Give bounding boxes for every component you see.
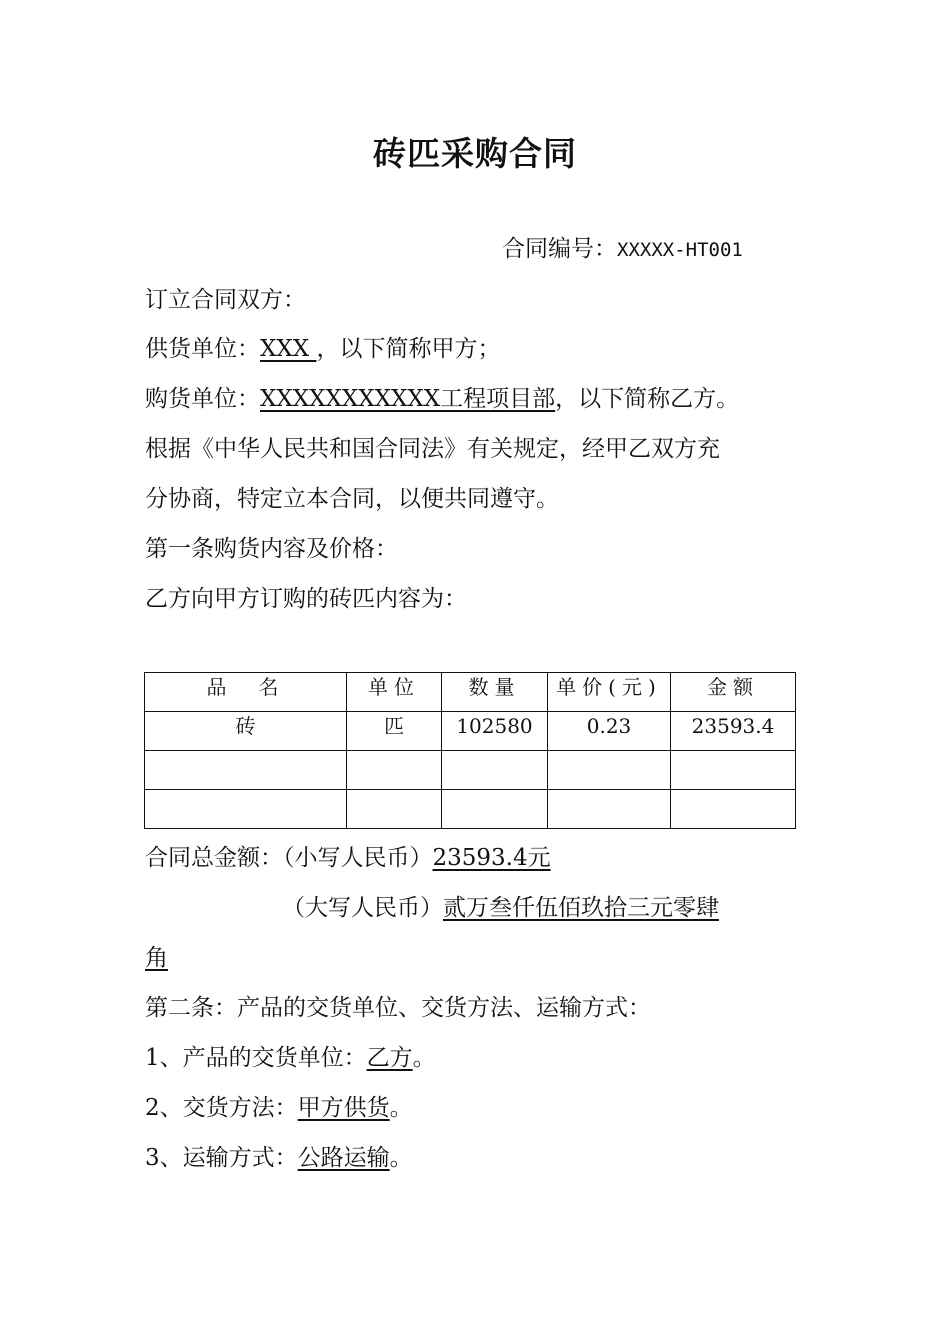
contract-number: [502, 234, 743, 265]
article2-heading: 第二条：产品的交货单位、交货方法、运输方式：: [145, 995, 651, 1021]
item1-suffix: 。: [412, 1045, 436, 1071]
contract-number-label: 合同编号：: [502, 236, 617, 262]
cell-unit-price: [548, 790, 671, 829]
total-small-value: 23593.4元: [432, 845, 551, 871]
item1-label: 1、产品的交货单位：: [145, 1045, 367, 1071]
parties-heading: 订立合同双方：: [145, 287, 306, 313]
item3-suffix: 。: [389, 1145, 413, 1171]
table-row: [145, 751, 796, 790]
table-header-row: [145, 673, 796, 712]
cell-quantity: [442, 790, 548, 829]
contract-number-value: XXXXX-HT001: [617, 239, 743, 261]
cell-quantity: 102580: [442, 712, 548, 751]
cell-unit: [347, 790, 442, 829]
article1-subheading: 乙方向甲方订购的砖匹内容为：: [145, 586, 467, 612]
cell-unit: 匹: [347, 712, 442, 751]
document-title: 砖匹采购合同: [373, 134, 577, 173]
header-unit-price: 单价(元): [548, 673, 671, 712]
total-big-line: [282, 893, 719, 923]
article2-item-2: [145, 1093, 413, 1123]
total-small-line: [145, 843, 551, 873]
buyer-line: [145, 384, 739, 414]
cell-amount: [671, 790, 796, 829]
cell-quantity: [442, 751, 548, 790]
item2-label: 2、交货方法：: [145, 1095, 298, 1121]
article2-item-1: [145, 1043, 436, 1073]
goods-table: [144, 672, 796, 829]
cell-unit: [347, 751, 442, 790]
cell-amount: [671, 751, 796, 790]
item2-value: 甲方供货: [297, 1095, 390, 1121]
supplier-value: XXX: [260, 336, 317, 362]
cell-product-name: 砖: [145, 712, 347, 751]
cell-product-name: [145, 790, 347, 829]
header-unit: 单位: [347, 673, 442, 712]
header-amount: 金额: [671, 673, 796, 712]
cell-unit-price: [548, 751, 671, 790]
supplier-line: [145, 334, 500, 364]
total-big-label: （大写人民币）: [282, 895, 443, 921]
article1-heading: 第一条购货内容及价格：: [145, 536, 398, 562]
item1-value: 乙方: [366, 1045, 413, 1071]
basis-line-2: 分协商，特定立本合同，以便共同遵守。: [145, 486, 559, 512]
buyer-label: 购货单位：: [145, 386, 260, 412]
cell-product-name: [145, 751, 347, 790]
header-quantity: 数量: [442, 673, 548, 712]
header-product-name: 品 名: [145, 673, 347, 712]
table-row: [145, 712, 796, 751]
item2-suffix: 。: [389, 1095, 413, 1121]
supplier-label: 供货单位：: [145, 336, 260, 362]
buyer-suffix: ，以下简称乙方。: [555, 386, 740, 412]
cell-unit-price: 0.23: [548, 712, 671, 751]
cell-amount: 23593.4: [671, 712, 796, 751]
total-label: 合同总金额：: [145, 845, 283, 871]
item3-value: 公路运输: [297, 1145, 390, 1171]
supplier-suffix: ，以下简称甲方；: [316, 336, 501, 362]
basis-line-1: 根据《中华人民共和国合同法》有关规定，经甲乙双方充: [145, 436, 720, 462]
total-big-value-1: 贰万叁仟伍佰玖拾三元零肆: [443, 895, 719, 921]
table-row: [145, 790, 796, 829]
article2-item-3: [145, 1143, 413, 1173]
total-big-value-2: 角: [145, 945, 168, 971]
total-small-label: （小写人民币）: [283, 845, 433, 871]
buyer-value: XXXXXXXXXXX工程项目部: [260, 386, 556, 412]
item3-label: 3、运输方式：: [145, 1145, 298, 1171]
